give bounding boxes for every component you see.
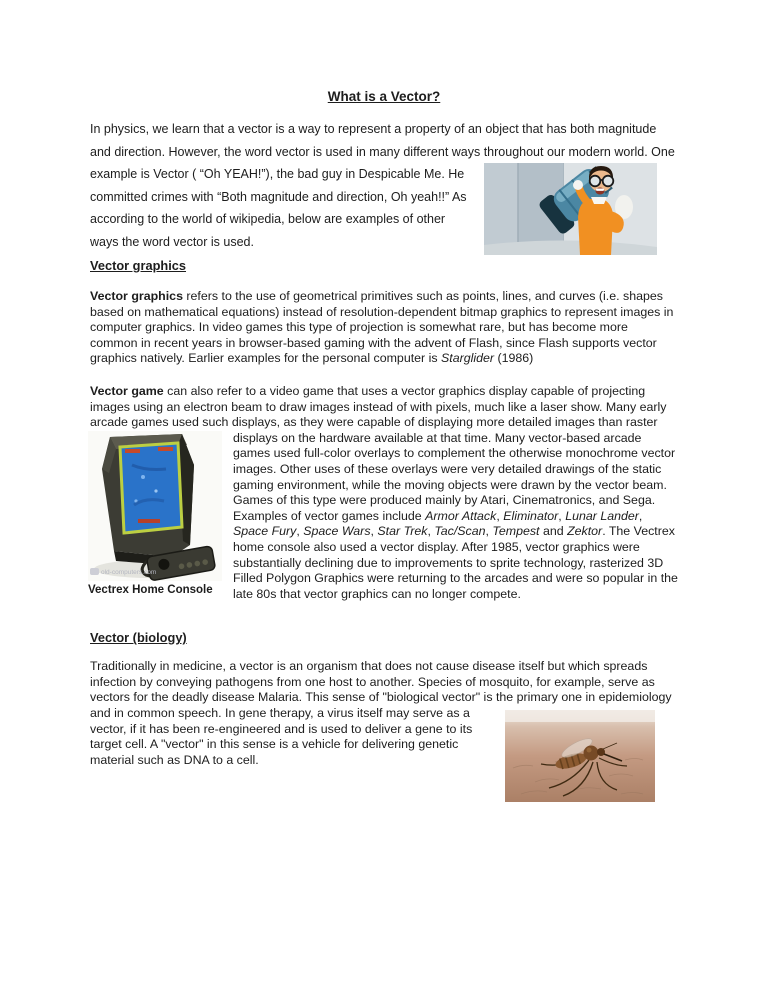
despicable-me-vector-image	[484, 163, 657, 255]
vector-biology-text-2: the primary one in epidemiology and in common speech. In gene therapy, a virus itself may serve as a vector, if it has been re-engineered and is used to deliver a gene to its target cell. A "vector" in this sense is a vehicle for delivering genetic material such as DNA to a cell.	[90, 690, 672, 767]
intro-text-1: In physics, we learn that a vector is a way to represent a property of an object that has both magnitude and direction. However, the word vector is used in many different ways throughout our modern world.	[90, 122, 657, 159]
vectrex-caption: Vectrex Home Console	[88, 583, 213, 596]
vector-graphics-paragraph: Vector graphics refers to the use of geometrical primitives such as points, lines, and curves (i.e. shapes based on mathematical equations) instead of resolution-dependent bitmap graphics to represent images in computer graphics. In video games this type of projection is somewhat rare, but has become more common in recent years in browser-based gaming with the advent of Flash, since Flash supports vector graphics natively. Earlier examples for the personal computer is Starglider (1986)	[90, 289, 674, 366]
despicable-me-vector-figure	[484, 163, 657, 255]
heading-vector-graphics: Vector graphics	[90, 258, 187, 273]
mosquito-figure	[505, 710, 655, 802]
vector-biology-text-1: Traditionally in medicine, a vector is an organism that does not cause disease itself but which spreads infection by conveying pathogens from one host to another. Species of mosquito, for example, serve as vectors for the deadly disease Malaria. This sense of "biological vector" is	[90, 659, 655, 705]
mosquito-image	[505, 710, 655, 802]
svg-text:old-computers.com: old-computers.com	[101, 568, 157, 576]
intro-text-2: One example is Vector ( “Oh YEAH!”), the bad guy in Despicable Me. He committed crimes with “Both magnitude and direction, Oh yeah!!” As according to the world of wikipedia, below are examples of other ways the word vector is used.	[90, 144, 675, 249]
vector-biology-paragraph	[90, 659, 678, 768]
vector-game-text-2: based arcade games used full-color overlays to complement the otherwise monochrome vector images. Other uses of these overlays were very detailed drawings of the static gaming environment, while the moving objects were drawn by the vector beam. Games of this type were produced mainly by Atari, Cinematronics, and Sega. Examples of vector games include Armor Attack, Eliminator, Lunar Lander, Space Fury, Space Wars, Star Trek, Tac/Scan, Tempest and Zektor. The Vectrex home console also used a vector display. After 1985, vector graphics were substantially declining due to improvements to sprite technology, rasterized 3D Filled Polygon Graphics were returning to the arcades and were so popular in the late 80s that vector graphics can no longer compete.	[233, 430, 678, 601]
vectrex-figure	[88, 431, 222, 597]
vector-game-paragraph	[90, 384, 678, 602]
vectrex-console-image	[88, 431, 222, 581]
page-title: What is a Vector?	[327, 89, 441, 104]
intro-paragraph	[90, 118, 678, 253]
vector-game-text-1: Vector game can also refer to a video game that uses a vector graphics display capable of projecting images using an electron beam to draw images instead of with pixels, much like a laser show. Many early arcade games used such displays, as they were capable of displaying more detailed images than raster displays on the hardware available at that time. Many vector-	[90, 383, 667, 445]
heading-vector-biology: Vector (biology)	[90, 630, 187, 646]
